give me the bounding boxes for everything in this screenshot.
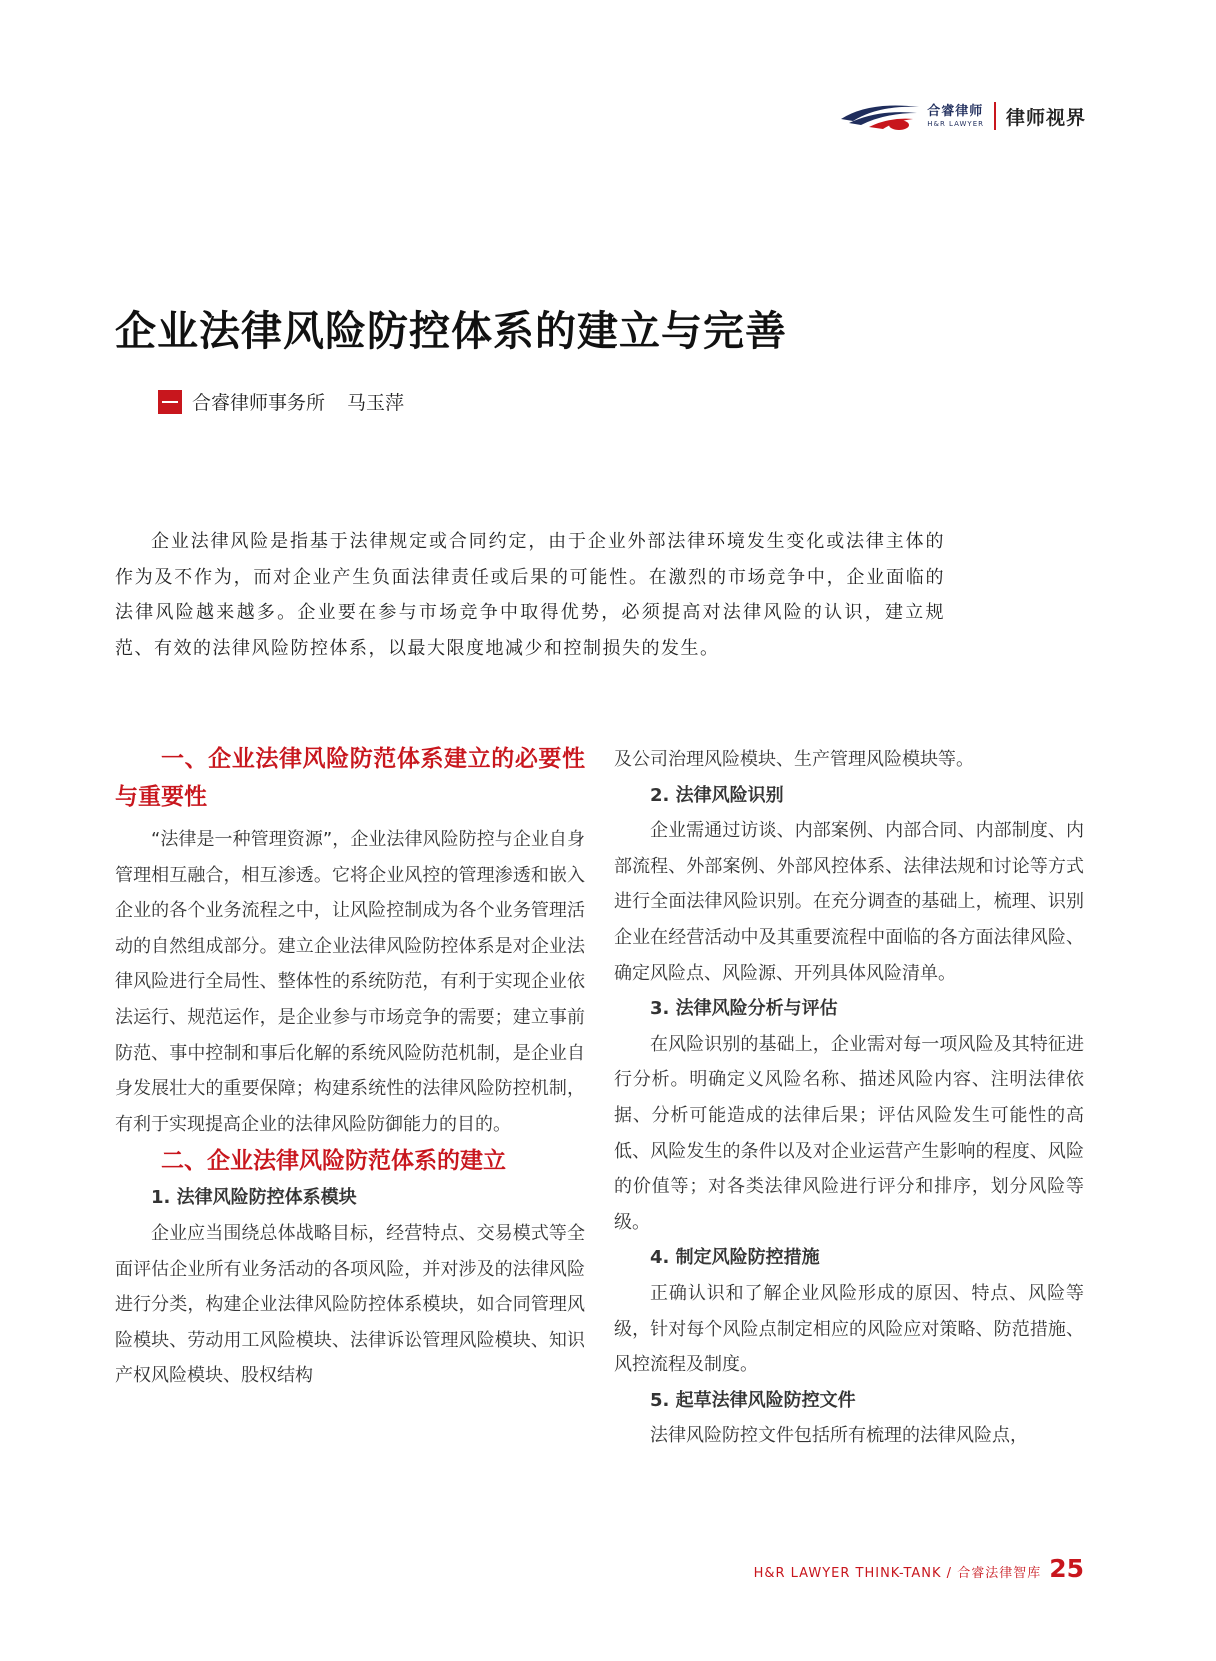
- intro-block: [115, 524, 945, 666]
- body-paragraph: 在风险识别的基础上，企业需对每一项风险及其特征进行分析。明确定义风险名称、描述风险内容、注明法律依据、分析可能造成的法律后果；评估风险发生可能性的高低、风险发生的条件以及对企业运营产生影响的程度、风险的价值等；对各类法律风险进行评分和排序，划分风险等级。: [614, 1033, 1084, 1233]
- logo-chinese-name: 合睿律师: [927, 103, 984, 119]
- section-tag: 律师视界: [1005, 106, 1086, 129]
- body-paragraph-continued: 及公司治理风险模块、生产管理风险模块等。: [614, 749, 974, 770]
- article-title: 企业法律风险防控体系的建立与完善: [115, 307, 787, 355]
- subheading-2: 2. 法律风险识别: [650, 784, 784, 806]
- body-paragraph: 企业应当围绕总体战略目标，经营特点、交易模式等全面评估企业所有业务活动的各项风险，并对涉及的法律风险进行分类，构建企业法律风险防控体系模块，如合同管理风险模块、劳动用工风险模块、法律诉讼管理风险模块、知识产权风险模块、股权结构: [115, 1222, 585, 1387]
- logo-english-name: H&R LAWYER: [927, 119, 984, 128]
- body-paragraph: 法律风险防控文件包括所有梳理的法律风险点，: [650, 1425, 1028, 1447]
- page-number: 25: [1049, 1554, 1084, 1583]
- body-paragraph: 企业需通过访谈、内部案例、内部合同、内部制度、内部流程、外部案例、外部风控体系、法律法规和讨论等方式进行全面法律风险识别。在充分调查的基础上，梳理、识别企业在经营活动中及其重要流程中面临的各方面法律风险、确定风险点、风险源、开列具体风险清单。: [614, 820, 1084, 984]
- footer-publication: H&R LAWYER THINK-TANK / 合睿法律智库: [753, 1566, 1042, 1581]
- byline-author: 马玉萍: [347, 392, 405, 414]
- section-heading-1: 一、企业法律风险防范体系建立的必要性与重要性: [115, 746, 585, 810]
- subheading-4: 4. 制定风险防控措施: [650, 1247, 820, 1269]
- logo-text: [927, 105, 984, 128]
- subheading-3: 3. 法律风险分析与评估: [650, 998, 838, 1020]
- page-header: [839, 98, 1086, 134]
- header-divider: [994, 102, 996, 130]
- page-footer: [754, 1554, 1084, 1583]
- hr-lawyer-logo-icon: [839, 99, 921, 133]
- intro-paragraph: 企业法律风险是指基于法律规定或合同约定，由于企业外部法律环境发生变化或法律主体的作为及不作为，而对企业产生负面法律责任或后果的可能性。在激烈的市场竞争中，企业面临的法律风险越来越多。企业要在参与市场竞争中取得优势，必须提高对法律风险的认识，建立规范、有效的法律风险防控体系，以最大限度地减少和控制损失的发生。: [115, 531, 945, 659]
- left-column: [115, 740, 585, 1394]
- body-paragraph: 正确认识和了解企业风险形成的原因、特点、风险等级，针对每个风险点制定相应的风险应对策略、防范措施、风控流程及制度。: [614, 1282, 1084, 1376]
- subheading-1: 1. 法律风险防控体系模块: [151, 1187, 357, 1209]
- firm-logo-icon: [158, 390, 182, 414]
- section-heading-2: 二、企业法律风险防范体系的建立: [161, 1148, 506, 1175]
- byline: [158, 388, 404, 415]
- byline-firm: 合睿律师事务所: [192, 392, 326, 414]
- body-paragraph: “法律是一种管理资源”，企业法律风险防控与企业自身管理相互融合，相互渗透。它将企业风控的管理渗透和嵌入企业的各个业务流程之中，让风险控制成为各个业务管理活动的自然组成部分。建立企业法律风险防控体系是对企业法律风险进行全局性、整体性的系统防范，有利于实现企业依法运行、规范运作，是企业参与市场竞争的需要；建立事前防范、事中控制和事后化解的系统风险防范机制，是企业自身发展壮大的重要保障；构建系统性的法律风险防控机制，有利于实现提高企业的法律风险防御能力的目的。: [115, 829, 585, 1135]
- right-column: [614, 742, 1084, 1454]
- subheading-5: 5. 起草法律风险防控文件: [650, 1389, 856, 1411]
